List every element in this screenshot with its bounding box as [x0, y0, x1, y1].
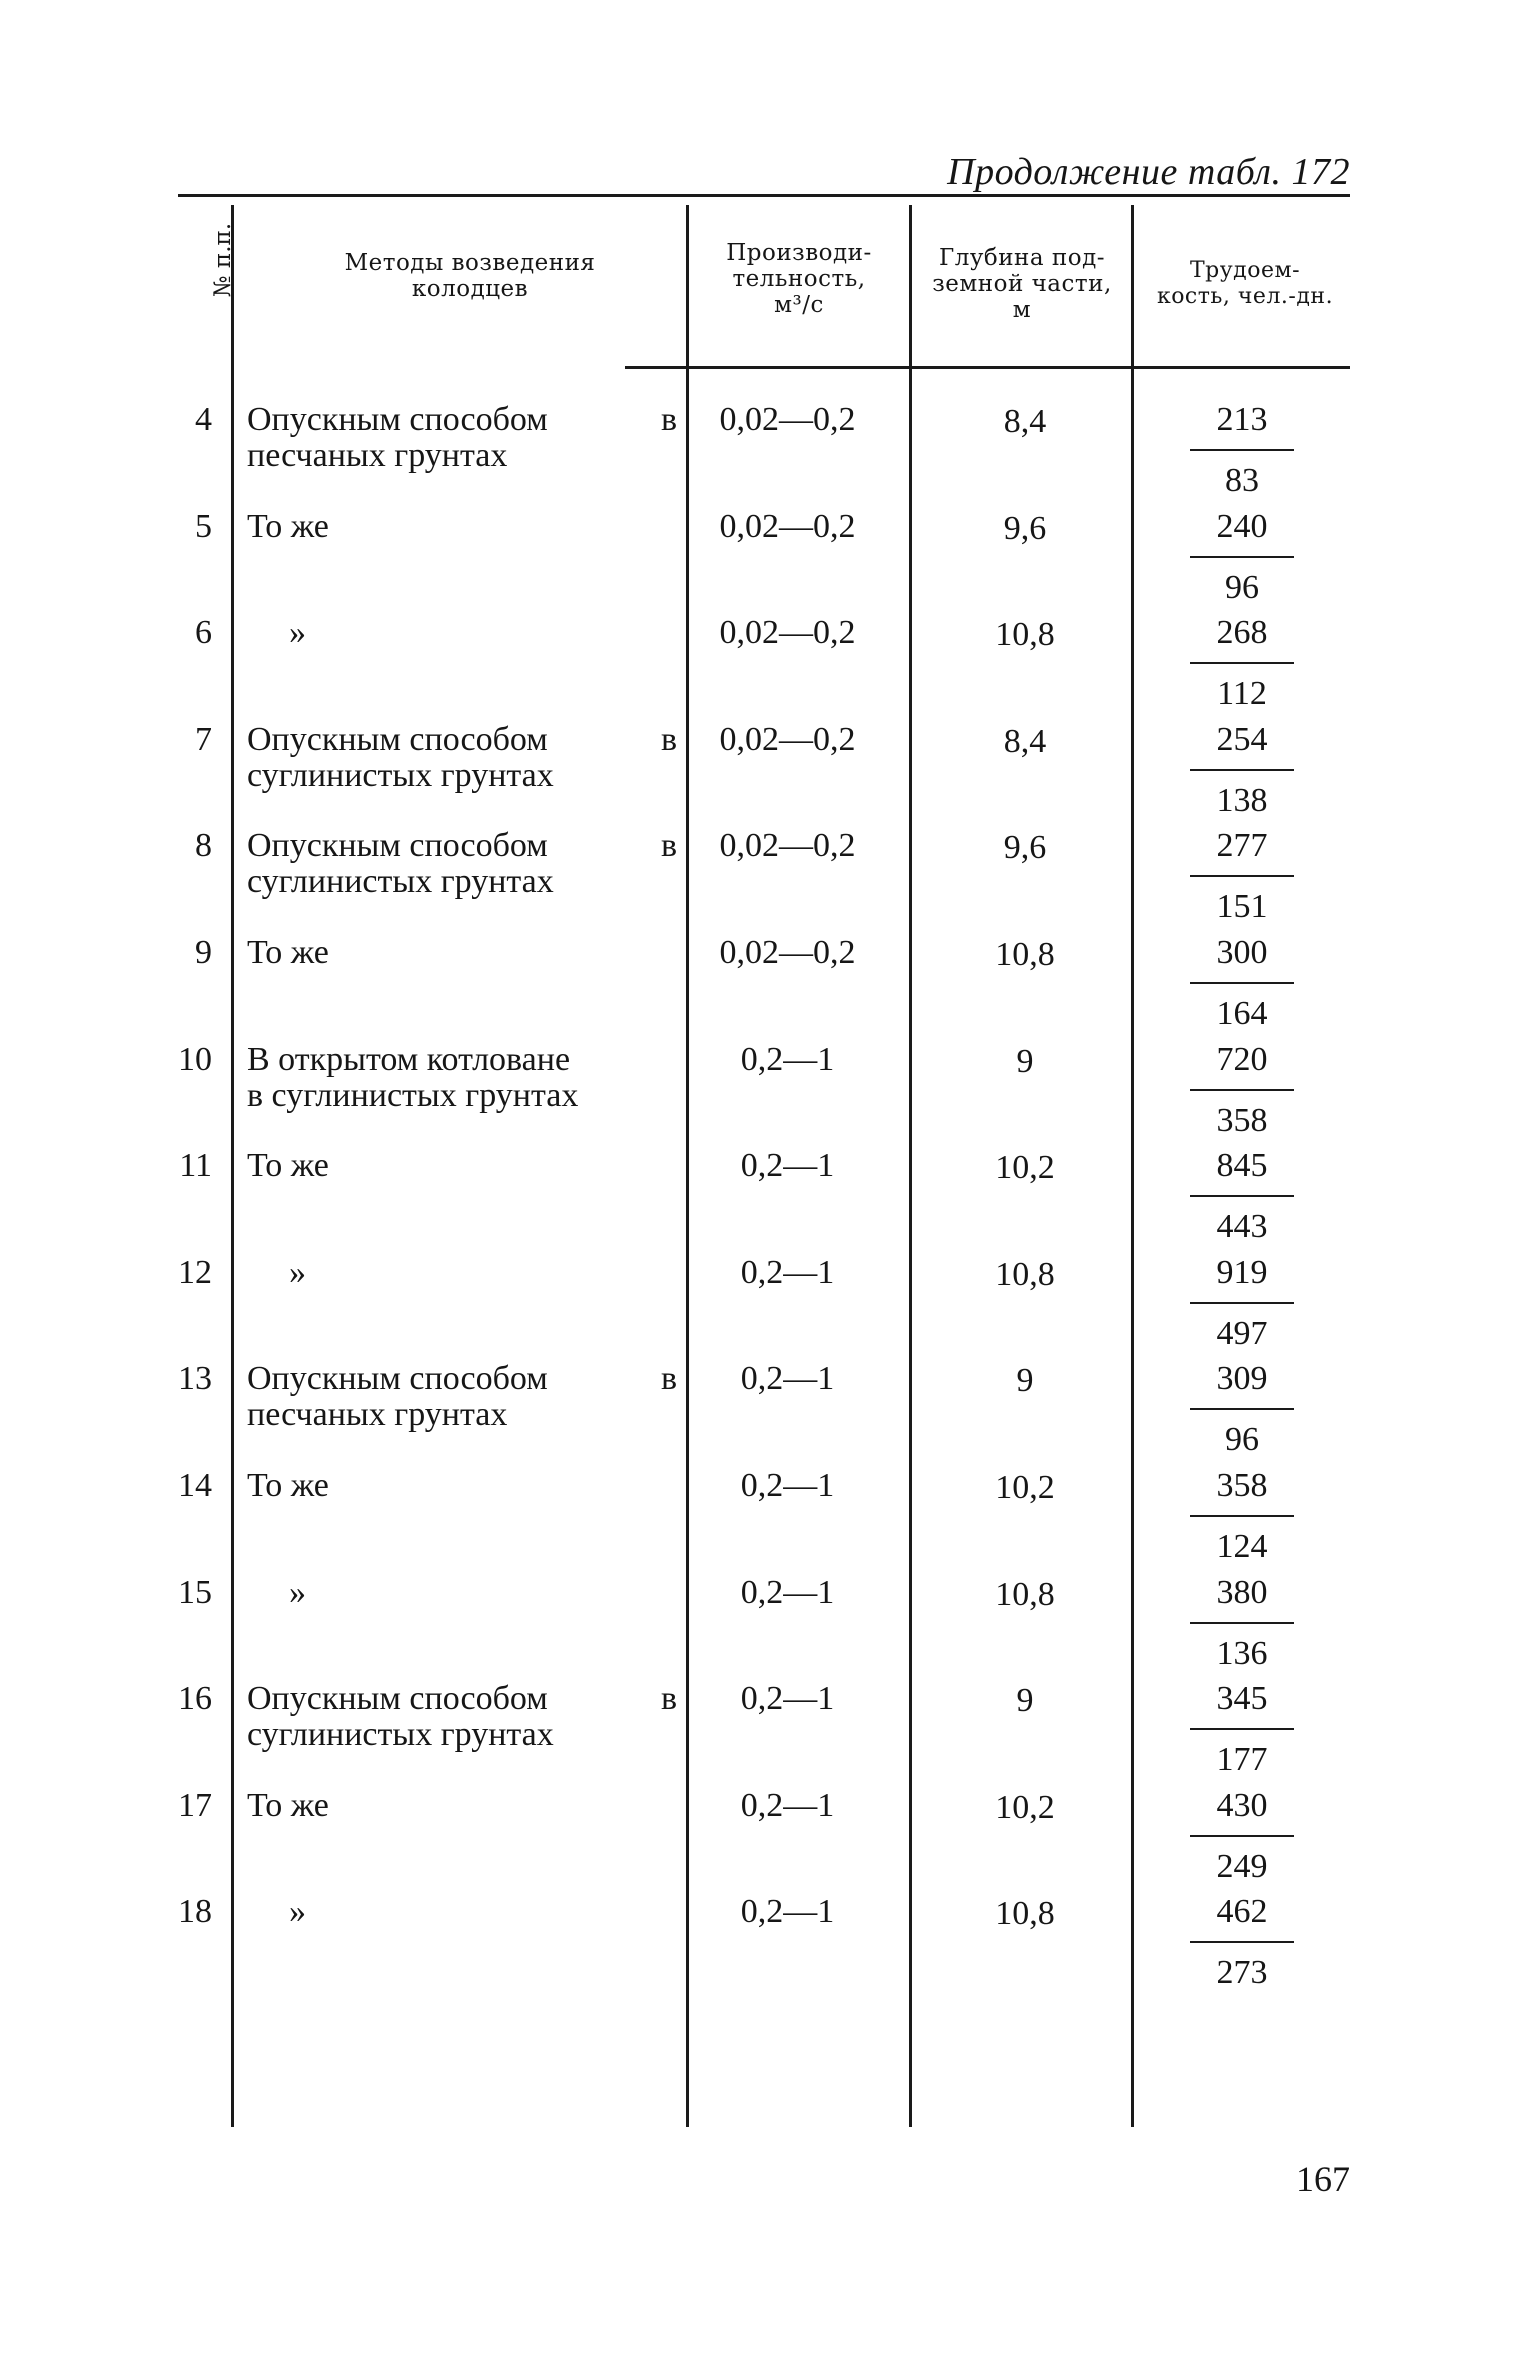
row-number: 11	[179, 1147, 212, 1184]
productivity-cell: 0,02—0,2	[719, 934, 856, 971]
labor-fraction	[1190, 1894, 1294, 1991]
labor-numerator: 380	[1216, 1574, 1268, 1611]
productivity-cell: 0,2—1	[740, 1147, 835, 1184]
depth-cell: 9	[1016, 1043, 1034, 1080]
method-cell	[247, 1255, 677, 1291]
header-depth	[912, 245, 1132, 323]
header-method	[300, 250, 640, 302]
method-text-line1: То же	[247, 1467, 329, 1504]
labor-fraction	[1190, 615, 1294, 712]
depth-cell: 9	[1016, 1362, 1034, 1399]
labor-numerator: 213	[1216, 401, 1268, 438]
row-number: 15	[178, 1574, 212, 1611]
fraction-bar	[1190, 1622, 1294, 1624]
depth-cell: 10,8	[995, 936, 1055, 973]
depth-cell: 10,8	[995, 1576, 1055, 1613]
row-number: 13	[178, 1360, 212, 1397]
method-text-line1: То же	[247, 1147, 329, 1184]
labor-denominator: 112	[1217, 675, 1267, 712]
labor-denominator: 136	[1216, 1635, 1268, 1672]
labor-fraction	[1190, 1361, 1294, 1458]
method-cell	[247, 1681, 677, 1753]
labor-denominator: 138	[1216, 782, 1268, 819]
labor-numerator: 309	[1216, 1360, 1268, 1397]
productivity-cell: 0,2—1	[740, 1041, 835, 1078]
labor-numerator: 919	[1216, 1254, 1268, 1291]
column-divider-1	[231, 205, 234, 2127]
fraction-bar	[1190, 1089, 1294, 1091]
header-labor-line2: кость, чел.-дн.	[1156, 284, 1334, 309]
method-text-line1: »	[289, 614, 306, 651]
labor-numerator: 277	[1216, 827, 1268, 864]
method-text-line1: »	[289, 1893, 306, 1930]
fraction-bar	[1190, 1408, 1294, 1410]
row-number: 6	[195, 614, 212, 651]
method-text-line1: Опускным способом	[247, 401, 548, 438]
fraction-bar	[1190, 556, 1294, 558]
fraction-bar	[1190, 1515, 1294, 1517]
labor-numerator: 254	[1216, 721, 1268, 758]
depth-cell: 10,8	[995, 616, 1055, 653]
labor-denominator: 96	[1225, 569, 1259, 606]
labor-fraction	[1190, 1788, 1294, 1885]
method-cell	[247, 828, 677, 900]
method-text-line2: суглинистых грунтах	[247, 863, 554, 900]
method-cell	[247, 1042, 677, 1114]
productivity-cell: 0,02—0,2	[719, 827, 856, 864]
header-depth-line1: Глубина под-	[938, 245, 1105, 271]
fraction-bar	[1190, 662, 1294, 664]
fraction-bar	[1190, 1728, 1294, 1730]
productivity-cell: 0,2—1	[740, 1360, 835, 1397]
labor-denominator: 358	[1216, 1102, 1268, 1139]
method-text-line2: песчаных грунтах	[247, 1396, 508, 1433]
header-bottom-rule	[625, 366, 1350, 369]
productivity-cell: 0,02—0,2	[719, 614, 856, 651]
labor-numerator: 720	[1216, 1041, 1268, 1078]
depth-cell: 10,8	[995, 1895, 1055, 1932]
labor-denominator: 177	[1216, 1741, 1268, 1778]
labor-fraction	[1190, 935, 1294, 1032]
fraction-bar	[1190, 769, 1294, 771]
depth-cell: 10,2	[995, 1789, 1055, 1826]
productivity-cell: 0,2—1	[740, 1574, 835, 1611]
method-cell	[247, 1894, 677, 1930]
labor-denominator: 249	[1216, 1848, 1268, 1885]
labor-fraction	[1190, 402, 1294, 499]
method-text-preposition: в	[660, 1680, 677, 1717]
header-labor-line1: Трудоем-	[1189, 258, 1301, 283]
fraction-bar	[1190, 982, 1294, 984]
method-cell	[247, 1468, 677, 1504]
fraction-bar	[1190, 1302, 1294, 1304]
labor-fraction	[1190, 1148, 1294, 1245]
labor-numerator: 240	[1216, 508, 1268, 545]
labor-numerator: 845	[1216, 1147, 1268, 1184]
labor-fraction	[1190, 1468, 1294, 1565]
labor-numerator: 345	[1216, 1680, 1268, 1717]
column-divider-2	[686, 205, 689, 2127]
header-method-line2: колодцев	[411, 276, 529, 302]
labor-denominator: 273	[1216, 1954, 1268, 1991]
method-text-line1: В открытом котловане	[247, 1041, 571, 1078]
method-text-line2: суглинистых грунтах	[247, 1716, 554, 1753]
labor-fraction	[1190, 722, 1294, 819]
labor-fraction	[1190, 1681, 1294, 1778]
header-method-line1: Методы возведения	[344, 250, 596, 276]
method-text-line1: То же	[247, 1787, 329, 1824]
fraction-bar	[1190, 1195, 1294, 1197]
method-text-line1: То же	[247, 508, 329, 545]
labor-numerator: 268	[1216, 614, 1268, 651]
row-number: 14	[178, 1467, 212, 1504]
fraction-bar	[1190, 1941, 1294, 1943]
row-number: 5	[195, 508, 212, 545]
method-text-line1: Опускным способом	[247, 1680, 548, 1717]
header-productivity-line1: Производи-	[726, 240, 872, 266]
header-depth-line3: м	[1012, 297, 1032, 323]
labor-fraction	[1190, 828, 1294, 925]
page-number: 167	[1296, 2159, 1350, 2199]
method-text-preposition: в	[660, 1360, 677, 1397]
method-text-line1: »	[289, 1574, 306, 1611]
row-number: 18	[178, 1893, 212, 1930]
header-productivity-line3: м³/с	[774, 292, 824, 318]
labor-fraction	[1190, 1575, 1294, 1672]
row-number: 10	[178, 1041, 212, 1078]
depth-cell: 10,2	[995, 1149, 1055, 1186]
labor-fraction	[1190, 509, 1294, 606]
labor-denominator: 151	[1216, 888, 1268, 925]
productivity-cell: 0,2—1	[740, 1680, 835, 1717]
method-text-line2: суглинистых грунтах	[247, 757, 554, 794]
labor-fraction	[1190, 1042, 1294, 1139]
productivity-cell: 0,02—0,2	[719, 401, 856, 438]
labor-denominator: 124	[1216, 1528, 1268, 1565]
row-number: 9	[195, 934, 212, 971]
row-number: 8	[195, 827, 212, 864]
method-text-line2: песчаных грунтах	[247, 437, 508, 474]
header-depth-line2: земной части,	[932, 271, 1112, 297]
productivity-cell: 0,02—0,2	[719, 721, 856, 758]
method-cell	[247, 402, 677, 474]
method-text-preposition: в	[660, 827, 677, 864]
depth-cell: 9	[1016, 1682, 1034, 1719]
method-cell	[247, 1148, 677, 1184]
labor-fraction	[1190, 1255, 1294, 1352]
row-number: 7	[195, 721, 212, 758]
method-text-line1: Опускным способом	[247, 827, 548, 864]
method-cell	[247, 1361, 677, 1433]
method-text-line1: »	[289, 1254, 306, 1291]
header-row-number: № п.п.	[210, 222, 236, 298]
productivity-cell: 0,02—0,2	[719, 508, 856, 545]
method-cell	[247, 1575, 677, 1611]
table-continuation-caption: Продолжение табл. 172	[947, 151, 1350, 193]
method-cell	[247, 722, 677, 794]
table-top-rule	[178, 194, 1350, 197]
productivity-cell: 0,2—1	[740, 1254, 835, 1291]
row-number: 4	[195, 401, 212, 438]
method-cell	[247, 935, 677, 971]
column-divider-3	[909, 205, 912, 2127]
labor-denominator: 96	[1225, 1421, 1259, 1458]
labor-numerator: 462	[1216, 1893, 1268, 1930]
method-text-line1: То же	[247, 934, 329, 971]
fraction-bar	[1190, 449, 1294, 451]
row-number: 12	[178, 1254, 212, 1291]
row-number: 17	[178, 1787, 212, 1824]
labor-denominator: 83	[1225, 462, 1259, 499]
method-text-line2: в суглинистых грунтах	[247, 1077, 579, 1114]
depth-cell: 10,8	[995, 1256, 1055, 1293]
depth-cell: 9,6	[1003, 510, 1047, 547]
header-labor	[1134, 258, 1356, 310]
labor-denominator: 164	[1216, 995, 1268, 1032]
method-cell	[247, 509, 677, 545]
labor-denominator: 443	[1216, 1208, 1268, 1245]
method-text-preposition: в	[660, 721, 677, 758]
labor-numerator: 300	[1216, 934, 1268, 971]
method-text-preposition: в	[660, 401, 677, 438]
depth-cell: 10,2	[995, 1469, 1055, 1506]
labor-denominator: 497	[1216, 1315, 1268, 1352]
productivity-cell: 0,2—1	[740, 1787, 835, 1824]
depth-cell: 8,4	[1003, 723, 1047, 760]
productivity-cell: 0,2—1	[740, 1893, 835, 1930]
row-number: 16	[178, 1680, 212, 1717]
labor-numerator: 358	[1216, 1467, 1268, 1504]
header-productivity-line2: тельность,	[732, 266, 866, 292]
depth-cell: 9,6	[1003, 829, 1047, 866]
column-divider-4	[1131, 205, 1134, 2127]
depth-cell: 8,4	[1003, 403, 1047, 440]
productivity-cell: 0,2—1	[740, 1467, 835, 1504]
method-text-line1: Опускным способом	[247, 721, 548, 758]
method-text-line1: Опускным способом	[247, 1360, 548, 1397]
header-productivity	[692, 240, 906, 318]
fraction-bar	[1190, 1835, 1294, 1837]
method-cell	[247, 615, 677, 651]
method-cell	[247, 1788, 677, 1824]
labor-numerator: 430	[1216, 1787, 1268, 1824]
fraction-bar	[1190, 875, 1294, 877]
